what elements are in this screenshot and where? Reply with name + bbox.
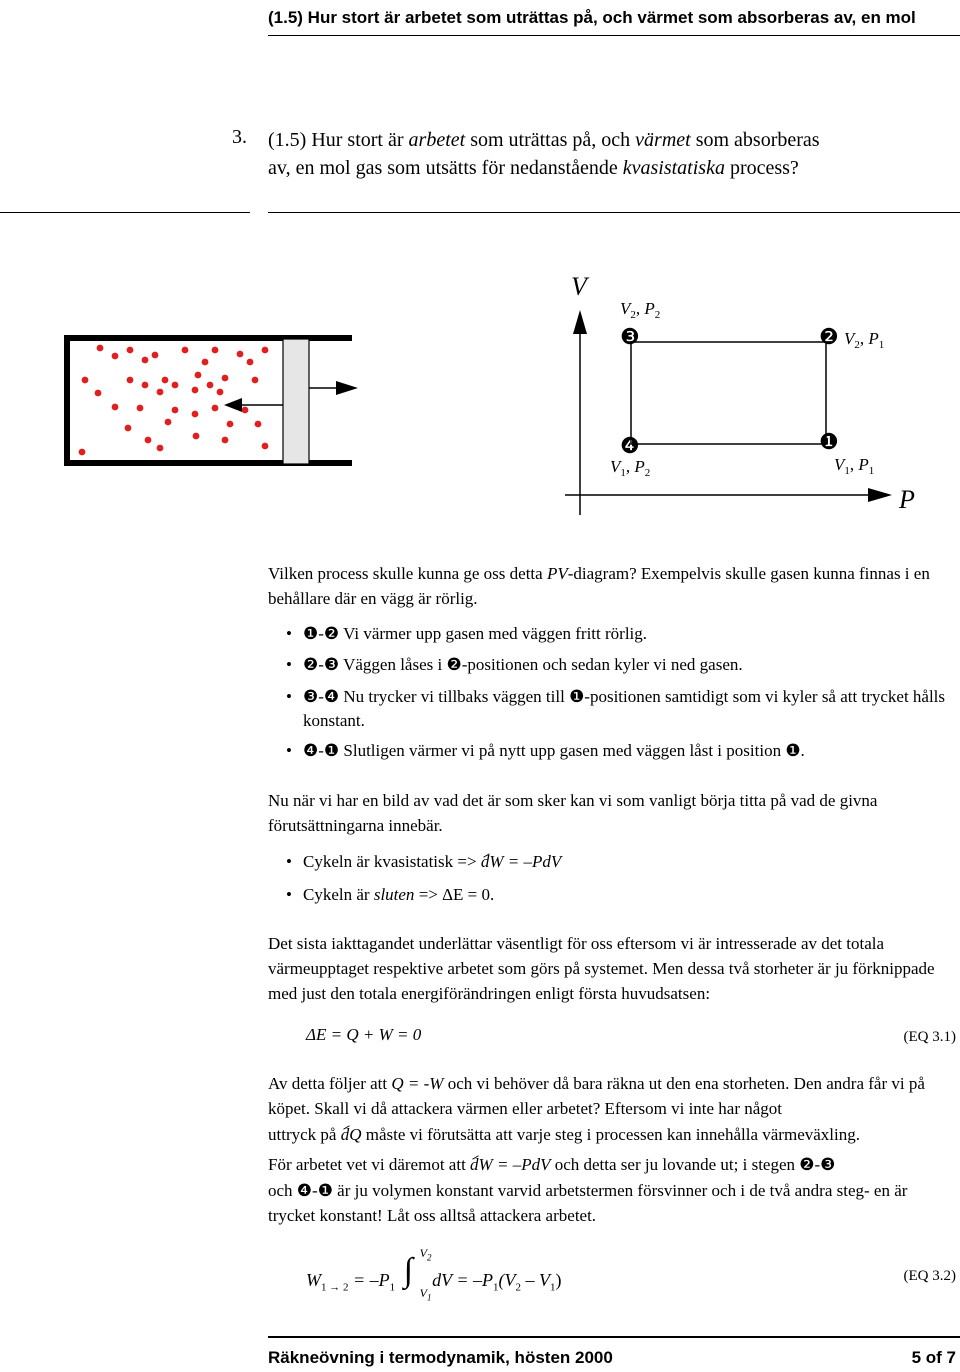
paragraph-reasoning-4: och ❹-❶ är ju volymen konstant varvid arbetstermen försvinner och i de två andra steg- en är trycket konstant! Låt oss alltså attackera arbetet.	[268, 1181, 908, 1225]
gas-particle	[255, 421, 262, 428]
marker-4: ❹	[620, 433, 640, 458]
gas-particle	[227, 421, 234, 428]
gas-particle	[202, 359, 209, 366]
question-number: 3.	[232, 126, 247, 148]
condition-quasistatic: Cykeln är kvasistatisk => dW = –PdV	[303, 850, 953, 874]
gas-particle	[79, 449, 86, 456]
bullet-dot: •	[286, 741, 292, 760]
gas-particle	[97, 345, 104, 352]
gas-particle	[172, 382, 179, 389]
question-rule-left	[0, 212, 250, 213]
gas-particle	[237, 351, 244, 358]
cycle-rectangle	[631, 342, 826, 444]
bullet-dot: •	[286, 687, 292, 706]
gas-particle	[137, 405, 144, 412]
gas-particle	[142, 357, 149, 364]
gas-particle	[165, 419, 172, 426]
step-2-3: ❷-❸ Väggen låses i ❷-positionen och sedan kyler vi ned gasen.	[303, 655, 743, 674]
gas-particle	[252, 377, 259, 384]
label-v1-p1: $V_1$, $P_1$	[834, 455, 875, 477]
question-rule-right	[268, 212, 960, 213]
bullet-dot: •	[286, 885, 292, 904]
bullet-dot: •	[286, 852, 292, 871]
footer-course: Räkneövning i termodynamik, hösten 2000	[268, 1348, 613, 1367]
marker-3: ❸	[620, 324, 640, 349]
gas-particle	[193, 433, 200, 440]
wall-arrow-left	[224, 398, 283, 412]
marker-2: ❷	[819, 324, 839, 349]
marker-1: ❶	[819, 429, 839, 454]
label-v1-p2: $V_1$, $P_2$	[610, 457, 651, 479]
gas-particle	[212, 405, 219, 412]
condition-closed: Cykeln är sluten => ΔE = 0.	[303, 885, 495, 904]
paragraph-reasoning-3: För arbetet vet vi däremot att dW = –PdV och detta ser ju lovande ut; i stegen ❷-❸	[268, 1152, 956, 1177]
footer-page-number: 5 of 7	[911, 1348, 956, 1367]
gas-particle	[162, 377, 169, 384]
gas-particle	[192, 387, 199, 394]
step-1-2: ❶-❷ Vi värmer upp gasen med väggen fritt rörlig.	[303, 624, 648, 643]
gas-particle	[262, 347, 269, 354]
gas-particle	[217, 389, 224, 396]
p-axis	[565, 488, 892, 502]
p-axis-label: P	[899, 485, 915, 514]
gas-particle	[157, 389, 164, 396]
v-axis-label: V	[571, 272, 587, 301]
header-rule	[268, 35, 960, 36]
gas-particle	[222, 437, 229, 444]
bullet-dot: •	[286, 655, 292, 674]
piston-pv-diagram	[0, 250, 960, 530]
step-3-4: ❸-❹ Nu trycker vi tillbaks väggen till ❶-positionen samtidigt som vi kyler så att trycket hålls konstant.	[303, 687, 946, 730]
gas-particle	[207, 382, 214, 389]
bullet-dot: •	[286, 624, 292, 643]
gas-particle	[142, 382, 149, 389]
gas-particle	[192, 411, 199, 418]
gas-particle	[247, 359, 254, 366]
gas-particle	[127, 347, 134, 354]
equation-number-3-1: (EQ 3.1)	[903, 1029, 956, 1045]
gas-particle	[242, 407, 249, 414]
gas-particle	[112, 404, 119, 411]
gas-particle	[212, 347, 219, 354]
gas-particle	[172, 407, 179, 414]
piston-wall	[283, 339, 309, 464]
gas-particle	[112, 353, 119, 360]
label-v2-p2-top: $V_2$, $P_2$	[620, 299, 661, 321]
step-4-1: ❹-❶ Slutligen värmer vi på nytt upp gasen med väggen låst i position ❶.	[303, 741, 805, 760]
label-v2-p1: $V_2$, $P_1$	[844, 329, 885, 351]
gas-particle	[182, 347, 189, 354]
gas-particle	[125, 425, 132, 432]
running-header: (1.5) Hur stort är arbetet som uträttas på, och värmet som absorberas av, en mol	[268, 8, 916, 27]
gas-particle	[262, 443, 269, 450]
gas-particle	[82, 377, 89, 384]
gas-particle	[145, 437, 152, 444]
paragraph-process: Vilken process skulle kunna ge oss detta PV-diagram? Exempelvis skulle gasen kunna finnas i en behållare där en vägg är rörlig.	[268, 564, 930, 608]
footer-rule	[268, 1336, 960, 1338]
wall-arrow-right	[309, 381, 358, 395]
v-axis	[573, 310, 587, 515]
equation-3-1: ΔE = Q + W = 0	[306, 1025, 422, 1044]
equation-number-3-2: (EQ 3.2)	[903, 1268, 956, 1284]
paragraph-reasoning: Av detta följer att Q = -W och vi behöver då bara räkna ut den ena storheten. Den andra får vi på köpet. Skall vi då attackera värmen eller arbetet? Eftersom vi inte har något	[268, 1074, 925, 1118]
paragraph-reasoning-2: uttryck på dQ måste vi förutsätta att varje steg i processen kan innehålla värmeväxling.	[268, 1122, 956, 1147]
paragraph-conditions: Nu när vi har en bild av vad det är som sker kan vi som vanligt börja titta på vad de givna förutsättningarna innebär.	[268, 791, 878, 835]
question-text: (1.5) Hur stort är arbetet som uträttas på, och värmet som absorberas av, en mol gas som utsätts för nedanstående kvasistatiska process?	[268, 129, 820, 179]
paragraph-first-law: Det sista iakttagandet underlättar väsentligt för oss eftersom vi är intresserade av det totala värmeupptaget respektive arbetet som görs på systemet. Men dessa två storheter är ju förknippade med just den totala energiförändringen enligt första huvudsatsen:	[268, 934, 935, 1003]
gas-particle	[95, 390, 102, 397]
gas-particle	[127, 377, 134, 384]
gas-particle	[152, 352, 159, 359]
equation-3-2: $W_{1 \to 2} = -P_1$ ∫ $V_2$ $V_1$ dV = $-P_1(V_2 - V_1)$	[306, 1246, 562, 1303]
gas-particle	[222, 375, 229, 382]
gas-particle	[157, 445, 164, 452]
gas-particle	[195, 372, 202, 379]
